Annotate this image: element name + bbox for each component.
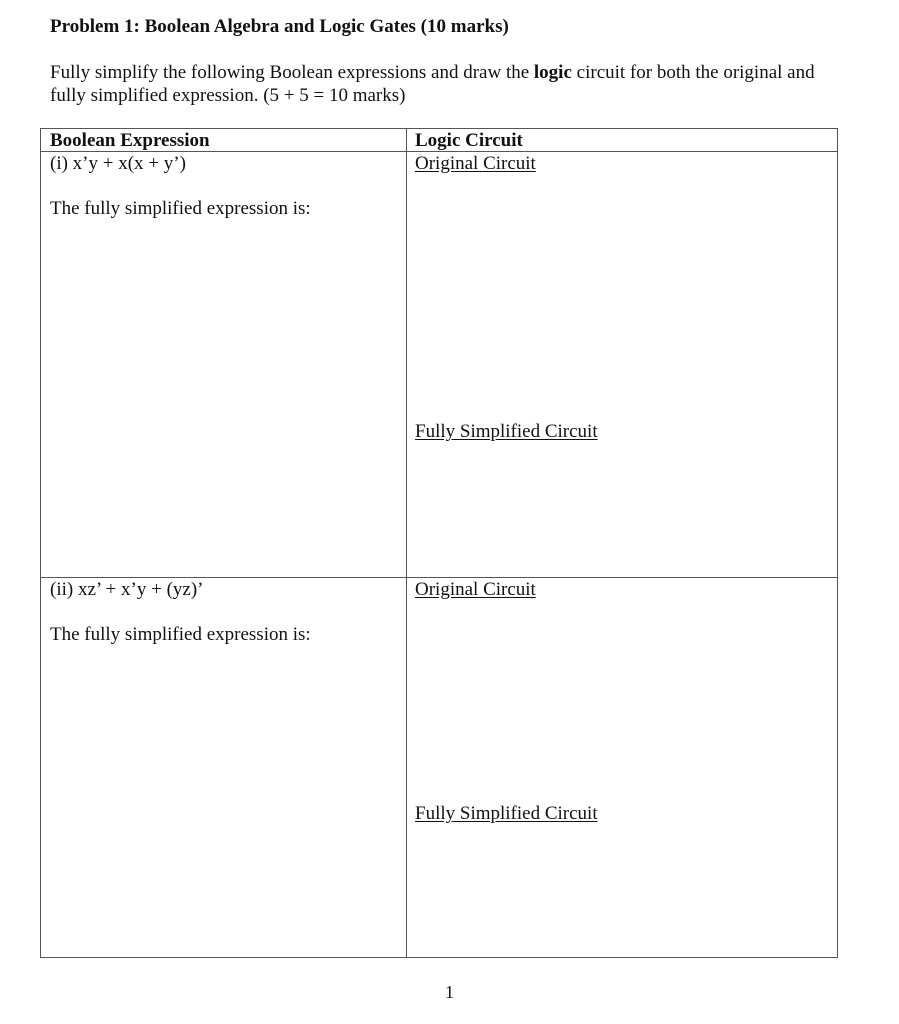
column-divider	[406, 129, 407, 957]
answer-table	[40, 128, 838, 958]
simplified-circuit-label-2: Fully Simplified Circuit	[415, 803, 598, 824]
simplified-expression-label-1: The fully simplified expression is:	[50, 198, 311, 219]
header-boolean-expression: Boolean Expression	[50, 130, 210, 151]
header-logic-circuit: Logic Circuit	[415, 130, 523, 151]
original-circuit-label-2: Original Circuit	[415, 579, 536, 600]
instructions-bold-word: logic	[533, 62, 572, 83]
simplified-circuit-label-1: Fully Simplified Circuit	[415, 421, 598, 442]
expression-2: (ii) xz’ + x’y + (yz)’	[50, 579, 204, 600]
row-divider	[41, 577, 837, 578]
instructions-text-1: Fully simplify the following Boolean expressions and draw the	[50, 62, 534, 83]
instructions-text-2: circuit for both the original and fully simplified expression. (5 + 5 = 10 marks)	[50, 62, 815, 106]
instructions	[50, 61, 840, 107]
original-circuit-label-1: Original Circuit	[415, 153, 536, 174]
expression-1: (i) x’y + x(x + y’)	[50, 153, 186, 174]
simplified-expression-label-2: The fully simplified expression is:	[50, 624, 311, 645]
page-number: 1	[445, 982, 454, 1002]
problem-heading: Problem 1: Boolean Algebra and Logic Gates (10 marks)	[50, 16, 509, 37]
